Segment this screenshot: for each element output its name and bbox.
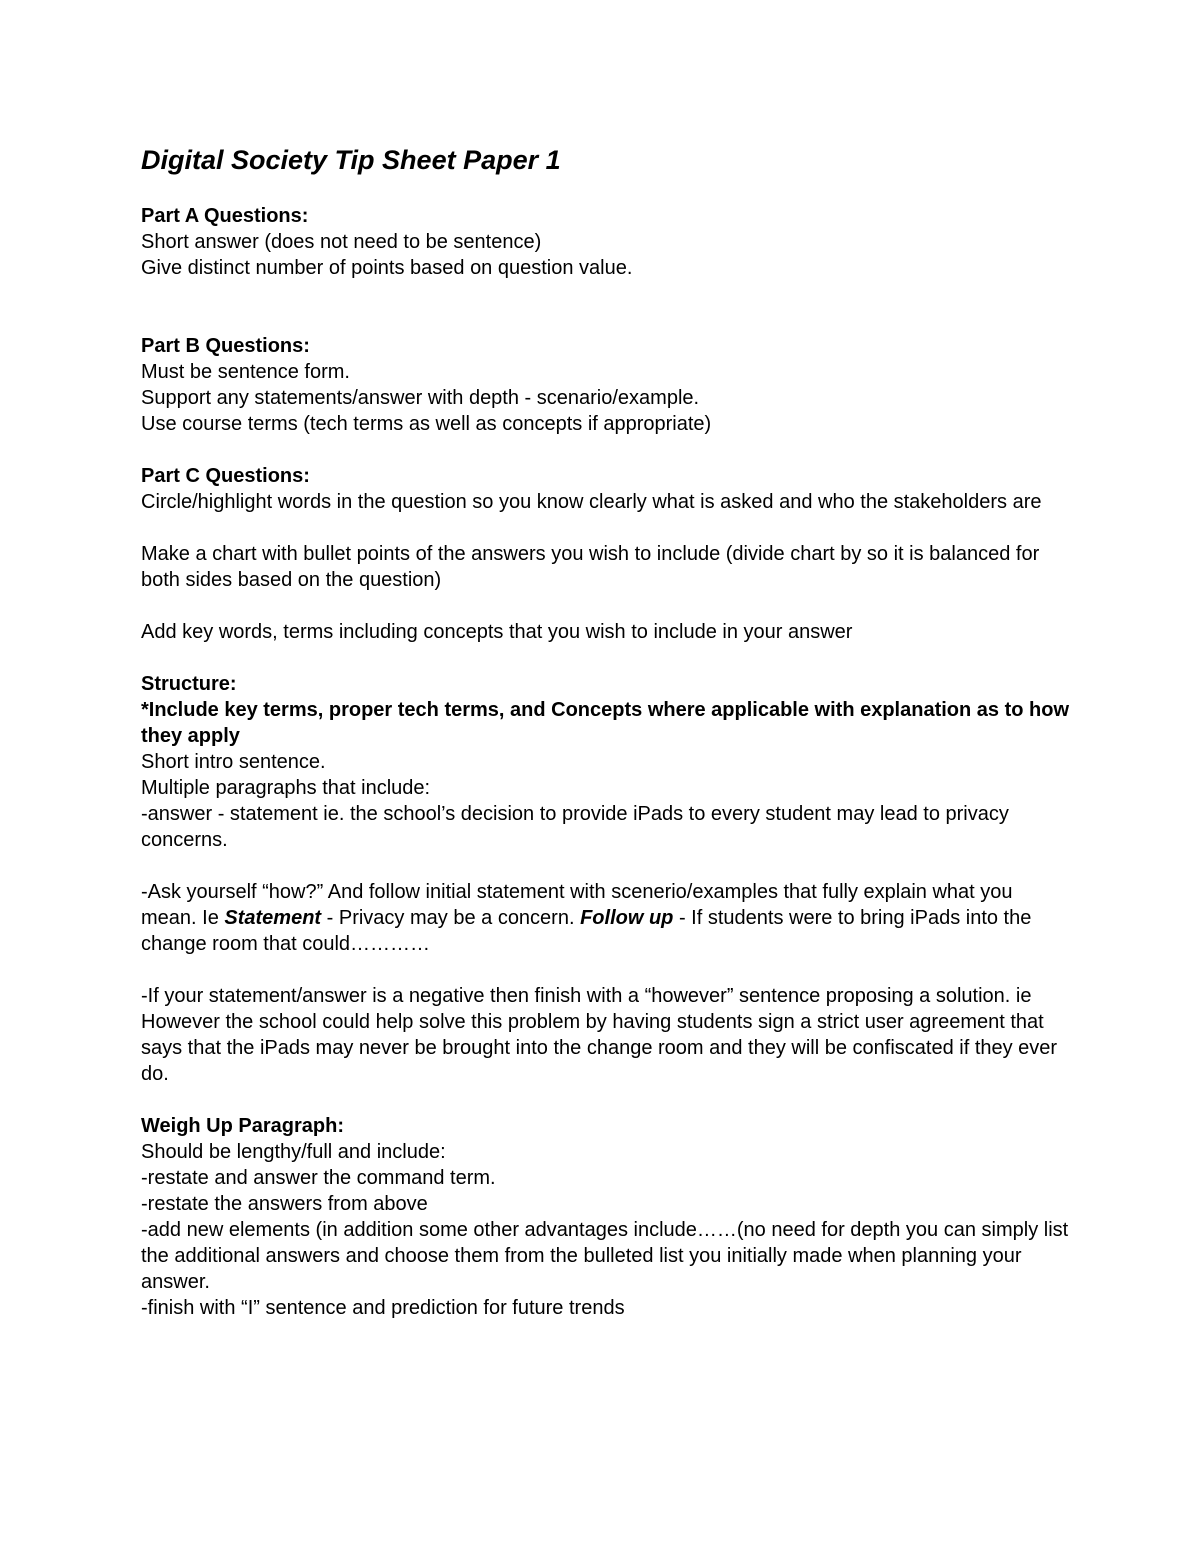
structure-ask-paragraph — [141, 879, 1071, 957]
part-c-paragraph: Circle/highlight words in the question so you know clearly what is asked and who the stakeholders are — [141, 491, 1042, 513]
statement-label: Statement — [224, 907, 322, 929]
part-c-paragraph: Add key words, terms including concepts that you wish to include in your answer — [141, 621, 853, 643]
weigh-up-line: -restate and answer the command term. — [141, 1167, 496, 1189]
document-page — [141, 140, 1071, 1321]
structure-line: Short intro sentence. — [141, 751, 326, 773]
weigh-up-line: Should be lengthy/full and include: — [141, 1141, 446, 1163]
structure-negative-paragraph: -If your statement/answer is a negative then finish with a “however” sentence proposing a solution. ie However the school could help solve this problem by having students sign a strict user agreement that says that the iPads may never be brought into the change room and they will be confiscated if they ever do. — [141, 985, 1058, 1085]
follow-up-label: Follow up — [580, 907, 674, 929]
weigh-up-section — [141, 1113, 1071, 1321]
spacer — [141, 281, 1071, 333]
weigh-up-heading: Weigh Up Paragraph: — [141, 1115, 344, 1137]
weigh-up-line: -add new elements (in addition some other advantages include……(no need for depth you can simply list the additional answers and choose them from the bulleted list you initially made when planning your answer. — [141, 1219, 1069, 1293]
part-a-line: Give distinct number of points based on question value. — [141, 257, 633, 279]
spacer — [141, 515, 1071, 541]
ask-text: - If students were to bring iPads into the change room that could………… — [141, 907, 1032, 955]
spacer — [141, 853, 1071, 879]
part-b-section — [141, 333, 1071, 437]
document-title: Digital Society Tip Sheet Paper 1 — [141, 145, 561, 175]
spacer — [141, 437, 1071, 463]
part-a-section — [141, 203, 1071, 281]
structure-heading: Structure: — [141, 673, 237, 695]
part-b-line: Use course terms (tech terms as well as concepts if appropriate) — [141, 413, 712, 435]
weigh-up-line: -restate the answers from above — [141, 1193, 428, 1215]
structure-line: -answer - statement ie. the school’s decision to provide iPads to every student may lead to privacy concerns. — [141, 803, 1009, 851]
part-c-heading: Part C Questions: — [141, 465, 310, 487]
structure-section — [141, 671, 1071, 1087]
part-c-section — [141, 463, 1071, 645]
part-b-line: Support any statements/answer with depth - scenario/example. — [141, 387, 700, 409]
part-b-heading: Part B Questions: — [141, 335, 310, 357]
spacer — [141, 645, 1071, 671]
ask-text: -Ask yourself “how?” And follow initial statement with scenerio/examples that fully explain what you mean. Ie — [141, 881, 1013, 929]
spacer — [141, 1087, 1071, 1113]
ask-text: - Privacy may be a concern. — [321, 907, 581, 929]
spacer — [141, 957, 1071, 983]
weigh-up-line: -finish with “I” sentence and prediction for future trends — [141, 1297, 625, 1319]
structure-note: *Include key terms, proper tech terms, and Concepts where applicable with explanation as to how they apply — [141, 699, 1070, 747]
part-b-line: Must be sentence form. — [141, 361, 350, 383]
part-a-heading: Part A Questions: — [141, 205, 309, 227]
part-a-line: Short answer (does not need to be sentence) — [141, 231, 542, 253]
part-c-paragraph: Make a chart with bullet points of the answers you wish to include (divide chart by so it is balanced for both sides based on the question) — [141, 543, 1040, 591]
structure-line: Multiple paragraphs that include: — [141, 777, 431, 799]
spacer — [141, 593, 1071, 619]
